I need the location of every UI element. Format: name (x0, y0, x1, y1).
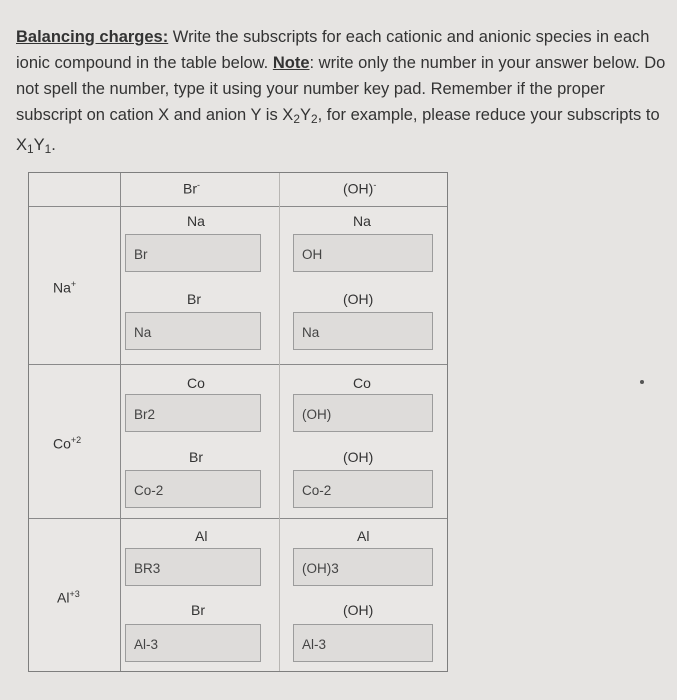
instructions-text: Balancing charges: Write the subscripts for each cationic and anionic species in each ionic compound in the table below. Note: write only the number in your answer below. Do not spell the number, type it using your number key pad. Remember if the proper subscript on cation X and anion Y is X2Y2, for example, please reduce your subscripts to X1Y1. (16, 28, 666, 156)
answer-na-oh-cation[interactable]: Na (293, 312, 433, 350)
header-anion-br: Br- (183, 180, 200, 197)
answer-na-br-anion[interactable]: Br (125, 234, 261, 272)
cation-label-co: $Co^{+2}$ (53, 435, 82, 452)
instructions-title: Balancing charges: (16, 28, 169, 46)
cell-label-na-oh: Na (353, 213, 371, 229)
answer-co-br-cation[interactable]: Co-2 (125, 470, 261, 508)
cell-label-br: Br (191, 602, 205, 618)
answer-al-br-anion[interactable]: BR3 (125, 548, 261, 586)
cation-label-al: $Al^{+3}$ (57, 589, 80, 606)
cell-label-na-br: Na (187, 213, 205, 229)
cell-label-br: Br (187, 291, 201, 307)
answer-co-br-anion[interactable]: Br2 (125, 394, 261, 432)
compound-table (28, 172, 448, 672)
divider (29, 364, 447, 365)
answer-na-oh-anion[interactable]: OH (293, 234, 433, 272)
divider (29, 206, 447, 207)
cell-label-al-br: Al (195, 528, 208, 544)
answer-co-oh-anion[interactable]: (OH) (293, 394, 433, 432)
header-anion-oh: (OH)- (343, 180, 377, 197)
answer-co-oh-cation[interactable]: Co-2 (293, 470, 433, 508)
cell-label-br: Br (189, 449, 203, 465)
cell-label-oh: (OH) (343, 291, 374, 307)
divider (120, 173, 121, 671)
answer-al-oh-anion[interactable]: (OH)3 (293, 548, 433, 586)
answer-na-br-cation[interactable]: Na (125, 312, 261, 350)
cation-label-na: Na+ (53, 279, 77, 296)
cell-label-oh: (OH) (343, 602, 374, 618)
answer-al-br-cation[interactable]: Al-3 (125, 624, 261, 662)
stray-dot (640, 380, 644, 384)
answer-al-oh-cation[interactable]: Al-3 (293, 624, 433, 662)
note-label: Note (272, 54, 310, 72)
cell-label-co-br: Co (187, 375, 205, 391)
cell-label-co-oh: Co (353, 375, 371, 391)
divider (29, 518, 447, 519)
divider (279, 173, 280, 671)
cell-label-al-oh: Al (357, 528, 370, 544)
cell-label-oh: (OH) (343, 449, 374, 465)
